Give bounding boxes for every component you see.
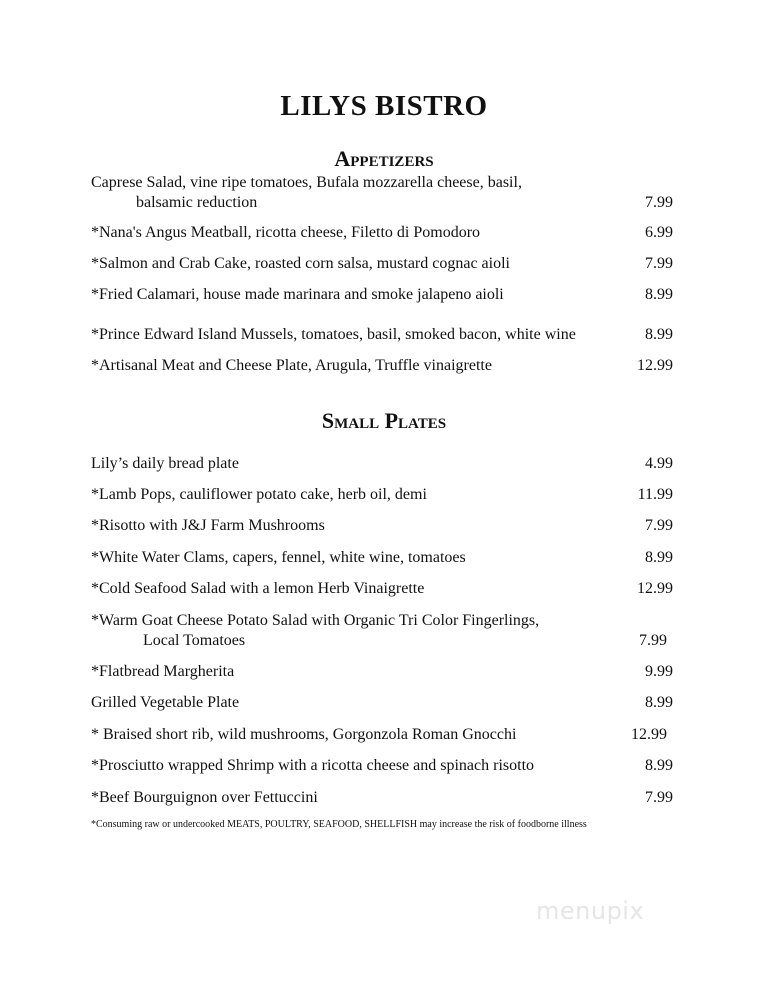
menu-item-price: 8.99 — [645, 757, 673, 774]
menu-item-name: Lily’s daily bread plate — [91, 455, 239, 472]
menu-item — [91, 173, 673, 213]
menu-item — [91, 788, 673, 808]
menu-item-name: *Cold Seafood Salad with a lemon Herb Vinaigrette — [91, 580, 425, 597]
menu-item-name: *Fried Calamari, house made marinara and smoke jalapeno aioli — [91, 286, 504, 303]
menu-item — [91, 356, 673, 376]
menu-item-price: 8.99 — [645, 694, 673, 711]
menu-item-price: 7.99 — [645, 255, 673, 272]
watermark-logo: menupix — [536, 897, 645, 925]
menu-item-price: 12.99 — [631, 726, 667, 743]
menu-item-name: *Beef Bourguignon over Fettuccini — [91, 789, 318, 806]
menu-item-name: Grilled Vegetable Plate — [91, 694, 240, 711]
menu-item-price: 8.99 — [645, 326, 673, 343]
restaurant-title: LILYS BISTRO — [280, 90, 488, 122]
menu-item-price: 8.99 — [645, 286, 673, 303]
menu-item-name: *Prince Edward Island Mussels, tomatoes, basil, smoked bacon, white wine — [91, 326, 576, 343]
menu-item — [91, 325, 673, 345]
menu-item-name: *Artisanal Meat and Cheese Plate, Arugula, Truffle vinaigrette — [91, 357, 492, 374]
menu-item-name: *Salmon and Crab Cake, roasted corn salsa, mustard cognac aioli — [91, 255, 510, 272]
menu-item — [91, 485, 673, 505]
menu-item-price: 7.99 — [639, 632, 667, 649]
menu-item-price: 9.99 — [645, 663, 673, 680]
menu-item — [91, 516, 673, 536]
menu-item — [91, 725, 667, 745]
menu-item-name-continued: Local Tomatoes — [143, 632, 246, 649]
menu-item-name: * Braised short rib, wild mushrooms, Gorgonzola Roman Gnocchi — [91, 726, 517, 743]
menu-item — [91, 756, 673, 776]
menu-item — [91, 285, 673, 305]
menu-item-name: *Flatbread Margherita — [91, 663, 235, 680]
menu-item-price: 7.99 — [645, 789, 673, 806]
menu-item-name: *Warm Goat Cheese Potato Salad with Organic Tri Color Fingerlings, — [91, 612, 540, 629]
menu-item-price: 6.99 — [645, 224, 673, 241]
menu-item-name: *Prosciutto wrapped Shrimp with a ricotta cheese and spinach risotto — [91, 757, 535, 774]
menu-item-name: *White Water Clams, capers, fennel, white wine, tomatoes — [91, 549, 466, 566]
menu-item — [91, 223, 673, 243]
menu-item-price: 12.99 — [637, 357, 673, 374]
menu-item-price: 12.99 — [637, 580, 673, 597]
menu-item — [91, 454, 673, 474]
section-heading-appetizers: Appetizers — [334, 146, 434, 171]
menu-item-name-continued: balsamic reduction — [136, 194, 258, 211]
menu-item-price: 7.99 — [645, 517, 673, 534]
menu-item-name: *Lamb Pops, cauliflower potato cake, herb oil, demi — [91, 486, 427, 503]
menu-item — [91, 579, 673, 599]
menu-item-price: 4.99 — [645, 455, 673, 472]
menu-item-name: Caprese Salad, vine ripe tomatoes, Bufala mozzarella cheese, basil, — [91, 174, 522, 191]
menu-item — [91, 693, 673, 713]
food-safety-disclaimer: *Consuming raw or undercooked MEATS, POULTRY, SEAFOOD, SHELLFISH may increase the risk of foodborne illness — [91, 819, 587, 830]
menu-item-price: 7.99 — [645, 194, 673, 211]
menu-item-price: 11.99 — [637, 486, 673, 503]
menu-item-name: *Nana's Angus Meatball, ricotta cheese, Filetto di Pomodoro — [91, 224, 481, 241]
menu-item — [91, 611, 667, 651]
menu-item-price: 8.99 — [645, 549, 673, 566]
menu-item — [91, 548, 673, 568]
menu-item — [91, 662, 673, 682]
menu-item-name: *Risotto with J&J Farm Mushrooms — [91, 517, 325, 534]
menu-item — [91, 254, 673, 274]
section-heading-small-plates: Small Plates — [321, 408, 447, 433]
